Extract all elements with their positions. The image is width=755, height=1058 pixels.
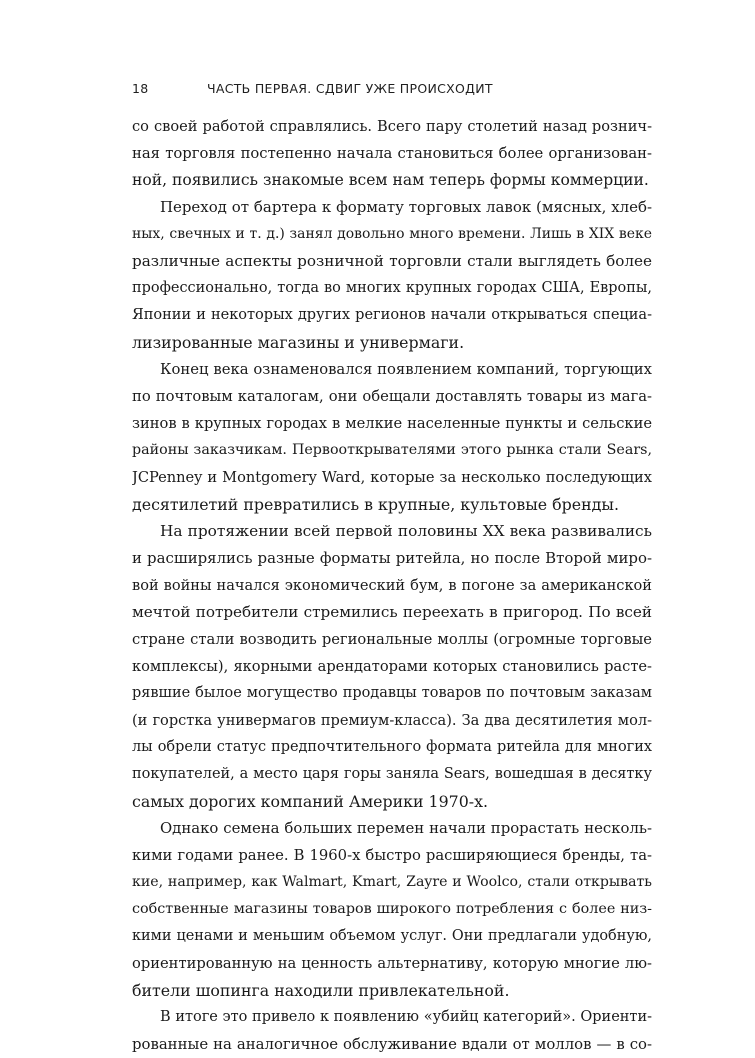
text-line: кими годами ранее. В 1960-х быстро расширяющиеся бренды, та- xyxy=(132,847,652,864)
text-line: стране стали возводить региональные моллы (огромные торговые xyxy=(132,631,652,648)
text-line: Японии и некоторых других регионов начали открываться специа- xyxy=(132,307,652,323)
text-line: собственные магазины товаров широкого потребления с более низ- xyxy=(132,901,652,917)
text-line: ных, свечных и т. д.) занял довольно много времени. Лишь в XIX веке xyxy=(132,226,652,242)
text-line: мечтой потребители стремились переехать в пригород. По всей xyxy=(132,603,652,621)
text-line: ориентированную на ценность альтернативу, которую многие лю- xyxy=(132,955,652,972)
running-header xyxy=(132,81,652,99)
text-line: и расширялись разные форматы ритейла, но после Второй миро- xyxy=(132,549,652,567)
text-line: JCPenney и Montgomery Ward, которые за несколько последующих xyxy=(132,469,652,486)
text-line: (и горстка универмагов премиум-класса). За два десятилетия мол- xyxy=(132,712,652,729)
paragraph xyxy=(132,356,652,518)
paragraph xyxy=(132,194,652,356)
paragraph xyxy=(132,518,652,815)
text-line: рованные на аналогичное обслуживание вдали от моллов — в со- xyxy=(132,1035,652,1053)
text-line: ной, появились знакомые всем нам теперь формы коммерции. xyxy=(132,171,649,189)
text-line: лизированные магазины и универмаги. xyxy=(132,333,465,352)
text-line: В итоге это привело к появлению «убийц категорий». Ориенти- xyxy=(160,1009,652,1025)
text-line: районы заказчикам. Первооткрывателями этого рынка стали Sears, xyxy=(132,442,652,458)
text-line: самых дорогих компаний Америки 1970-х. xyxy=(132,792,489,811)
text-line: вой войны начался экономический бум, в погоне за американской xyxy=(132,577,652,594)
text-line: профессионально, тогда во многих крупных городах США, Европы, xyxy=(132,280,652,296)
text-line: по почтовым каталогам, они обещали доставлять товары из мага- xyxy=(132,388,652,405)
text-line: Конец века ознаменовался появлением компаний, торгующих xyxy=(160,361,652,378)
text-line: На протяжении всей первой половины XX века развивались xyxy=(160,522,652,540)
text-line: кими ценами и меньшим объемом услуг. Они предлагали удобную, xyxy=(132,928,652,944)
paragraph xyxy=(132,1004,652,1058)
text-line: ная торговля постепенно начала становиться более организован- xyxy=(132,145,652,162)
text-line: комплексы), якорными арендаторами которых становились расте- xyxy=(132,658,652,675)
text-line: рявшие былое могущество продавцы товаров по почтовым заказам xyxy=(132,685,652,701)
text-line: Переход от бартера к формату торговых лавок (мясных, хлеб- xyxy=(160,198,652,216)
paragraph xyxy=(132,815,652,1004)
text-line: кие, например, как Walmart, Kmart, Zayre и Woolco, стали открывать xyxy=(132,874,652,890)
page-number: 18 xyxy=(132,81,149,96)
paragraph xyxy=(132,113,652,194)
text-line: покупателей, а место царя горы заняла Sears, вошедшая в десятку xyxy=(132,766,652,782)
text-line: Однако семена больших перемен начали прорастать несколь- xyxy=(160,819,652,837)
body-text xyxy=(132,113,652,1058)
text-line: различные аспекты розничной торговли стали выглядеть более xyxy=(132,252,652,270)
text-line: десятилетий превратились в крупные, культовые бренды. xyxy=(132,495,619,514)
text-line: со своей работой справлялись. Всего пару столетий назад рознич- xyxy=(132,118,652,135)
running-title: ЧАСТЬ ПЕРВАЯ. СДВИГ УЖЕ ПРОИСХОДИТ xyxy=(207,81,493,96)
text-line: бители шопинга находили привлекательной. xyxy=(132,981,510,1000)
text-line: зинов в крупных городах в мелкие населенные пункты и сельские xyxy=(132,415,652,432)
text-line: лы обрели статус предпочтительного формата ритейла для многих xyxy=(132,739,652,755)
